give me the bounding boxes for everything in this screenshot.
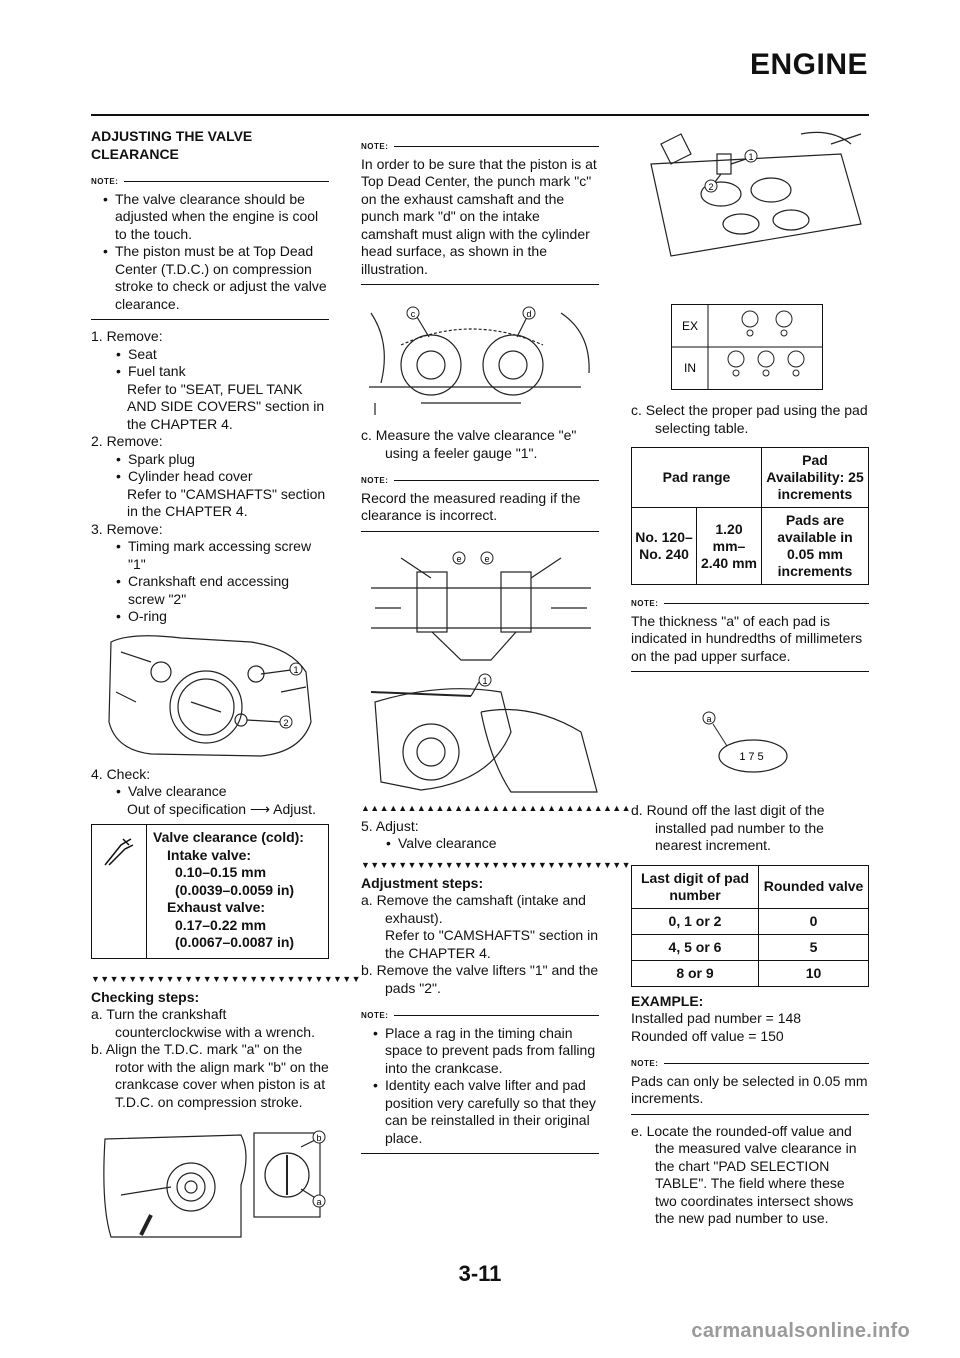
crankcase-cover-illustration — [91, 632, 329, 760]
callout-a: a — [706, 714, 712, 724]
table-row: 0, 1 or 2 0 — [632, 908, 869, 934]
step-1: 1. Remove: — [91, 328, 163, 344]
check-step-a: a. Turn the crankshaft counterclockwise with a wrench. — [91, 1006, 315, 1040]
example-line: Rounded off value = 150 — [631, 1027, 784, 1044]
list-item: • Timing mark accessing screw "1" — [91, 538, 329, 573]
callout-d: d — [526, 309, 532, 319]
callout-1: 1 — [482, 675, 488, 686]
in-label: IN — [684, 361, 696, 375]
table-row: 4, 5 or 6 5 — [632, 934, 869, 960]
step-3: 3. Remove: — [91, 520, 163, 537]
note-text: Pads can only be selected in 0.05 mm increments. — [631, 1072, 868, 1106]
note-box — [631, 1073, 869, 1115]
spec-intake-mm: 0.10–0.15 mm — [175, 864, 267, 880]
feeler-gauge-in-use-illustration — [361, 672, 599, 796]
spec-exhaust-label: Exhaust valve: — [167, 899, 266, 915]
list-item: • Cylinder head cover — [91, 468, 329, 486]
page-number: 3-11 — [458, 1261, 502, 1286]
list-item: • Fuel tank — [91, 363, 329, 381]
ex-in-pad-diagram — [671, 304, 823, 390]
table-header: Pad Availability: 25 increments — [762, 448, 869, 508]
step-c: c. Measure the valve clearance "e" using a feeler gauge "1". — [361, 427, 577, 461]
checking-steps-title: Checking steps: — [91, 988, 200, 1005]
arrow-right-icon: ⟶ — [249, 800, 271, 817]
spec-exhaust-in: (0.0067–0.0087 in) — [175, 934, 295, 950]
callout-c: c — [410, 309, 416, 319]
note-box — [361, 156, 599, 286]
note-box — [361, 1025, 599, 1155]
note-box — [631, 613, 869, 673]
note-header: NOTE: — [631, 595, 869, 613]
table-header: Last digit of pad number — [632, 865, 759, 908]
rotor-timing-illustration — [91, 1125, 329, 1243]
list-item: • Seat — [91, 346, 329, 364]
column-middle — [361, 124, 631, 1162]
callout-2: 2 — [708, 182, 714, 192]
callout-e: e — [484, 553, 490, 564]
example-line: Installed pad number = 148 — [631, 1010, 802, 1026]
table-header: Rounded valve — [759, 865, 869, 908]
valve-clearance-spec-box — [91, 824, 329, 959]
note-text: In order to be sure that the piston is at Top Dead Center, the punch mark "c" on the exhaust camshaft and the punch mark "d" on the intake camshaft must align with the cylinder head surface, as shown in the illustration. — [361, 155, 597, 277]
adjust-step-a: a. Remove the camshaft (intake and exhaust). — [361, 892, 586, 926]
adjust-step-b: b. Remove the valve lifters "1" and the pads "2". — [361, 962, 599, 996]
check-step-b: b. Align the T.D.C. mark "a" on the rotor with the align mark "b" on the crankcase cover when piston is at T.D.C. on compression stroke. — [91, 1041, 329, 1110]
note-header: NOTE: — [361, 138, 599, 156]
steps-start-marker: ▼▼▼▼▼▼▼▼▼▼▼▼▼▼▼▼▼▼▼▼▼▼▼▼▼▼▼▼▼ — [361, 859, 631, 870]
spec-intake-in: (0.0039–0.0059 in) — [175, 881, 295, 898]
table-header: Pad range — [632, 448, 762, 508]
note-bullet: • The piston must be at Top Dead Center (T.D.C.) on compression stroke to check or adjust the valve clearance. — [91, 243, 329, 313]
reference-text: Refer to "SEAT, FUEL TANK AND SIDE COVERS" section in the CHAPTER 4. — [127, 380, 325, 432]
note-header: NOTE: — [631, 1055, 869, 1073]
callout-2: 2 — [283, 717, 289, 728]
list-item: • Valve clearance — [361, 835, 599, 853]
page-header-title: ENGINE — [749, 48, 868, 81]
list-item: • O-ring — [91, 608, 329, 626]
example-title: EXAMPLE: — [631, 992, 704, 1009]
note-box — [91, 191, 329, 321]
step-e: e. Locate the rounded-off value and the measured valve clearance in the chart "PAD SELECTION TABLE". The field where these two coordinates intersect shows the new pad number to use. — [631, 1122, 857, 1226]
out-of-spec-line: Out of specification ⟶ Adjust. — [127, 800, 316, 817]
callout-e: e — [456, 553, 462, 564]
pad-range-table — [631, 447, 869, 585]
pad-thickness-illustration — [631, 702, 869, 792]
callout-a: a — [316, 1197, 322, 1207]
note-header: NOTE: — [361, 472, 599, 490]
table-cell: No. 120– No. 240 — [632, 508, 697, 585]
feeler-gauge-illustration — [361, 548, 599, 666]
step-c: c. Select the proper pad using the pad selecting table. — [631, 402, 868, 436]
list-item: • Spark plug — [91, 451, 329, 469]
section-title: ADJUSTING THE VALVE CLEARANCE — [91, 128, 253, 162]
table-cell: Pads are available in 0.05 mm increments — [762, 508, 869, 585]
note-text: Record the measured reading if the clearance is incorrect. — [361, 489, 581, 523]
rounding-table — [631, 865, 869, 987]
pad-number: 175 — [739, 751, 767, 763]
step-5: 5. Adjust: — [361, 817, 419, 834]
adjustment-steps-title: Adjustment steps: — [361, 874, 484, 891]
callout-1: 1 — [748, 152, 754, 162]
table-cell: 1.20 mm– 2.40 mm — [697, 508, 762, 585]
list-item: • Valve clearance — [91, 783, 329, 801]
steps-end-marker: ▲▲▲▲▲▲▲▲▲▲▲▲▲▲▲▲▲▲▲▲▲▲▲▲▲▲▲▲▲ — [361, 802, 631, 813]
reference-text: Refer to "CAMSHAFTS" section in the CHAPTER 4. — [385, 927, 599, 961]
step-d: d. Round off the last digit of the installed pad number to the nearest increment. — [631, 802, 825, 853]
note-header: NOTE: — [91, 173, 329, 191]
note-bullet: • Place a rag in the timing chain space to prevent pads from falling into the crankcase. — [361, 1025, 599, 1078]
table-row: 8 or 9 10 — [632, 960, 869, 986]
callout-b: b — [316, 1133, 322, 1143]
note-bullet: • Identity each valve lifter and pad position very carefully so that they can be reinstalled in their original place. — [361, 1077, 599, 1147]
steps-start-marker: ▼▼▼▼▼▼▼▼▼▼▼▼▼▼▼▼▼▼▼▼▼▼▼▼▼▼▼▼▼ — [91, 973, 361, 984]
column-left — [91, 124, 361, 1249]
spec-title: Valve clearance (cold): — [153, 829, 304, 845]
spec-exhaust-mm: 0.17–0.22 mm — [175, 916, 267, 933]
callout-1: 1 — [293, 664, 299, 675]
valve-lifter-illustration — [631, 124, 869, 264]
header-rule — [91, 114, 869, 116]
list-item: • Crankshaft end accessing screw "2" — [91, 573, 329, 608]
column-right — [631, 124, 869, 1228]
camshaft-punch-mark-illustration — [361, 303, 599, 421]
step-2: 2. Remove: — [91, 433, 163, 449]
reference-text: Refer to "CAMSHAFTS" section in the CHAPTER 4. — [127, 485, 326, 519]
feeler-gauge-icon — [92, 825, 147, 958]
step-4: 4. Check: — [91, 765, 151, 782]
ex-label: EX — [682, 319, 699, 333]
note-text: The thickness "a" of each pad is indicated in hundredths of millimeters on the pad upper surface. — [631, 612, 863, 664]
note-bullet: • The valve clearance should be adjusted when the engine is cool to the touch. — [91, 191, 329, 244]
note-box — [361, 490, 599, 532]
spec-intake-label: Intake valve: — [167, 846, 252, 863]
watermark: carmanualsonline.info — [691, 1320, 910, 1342]
note-header: NOTE: — [361, 1007, 599, 1025]
